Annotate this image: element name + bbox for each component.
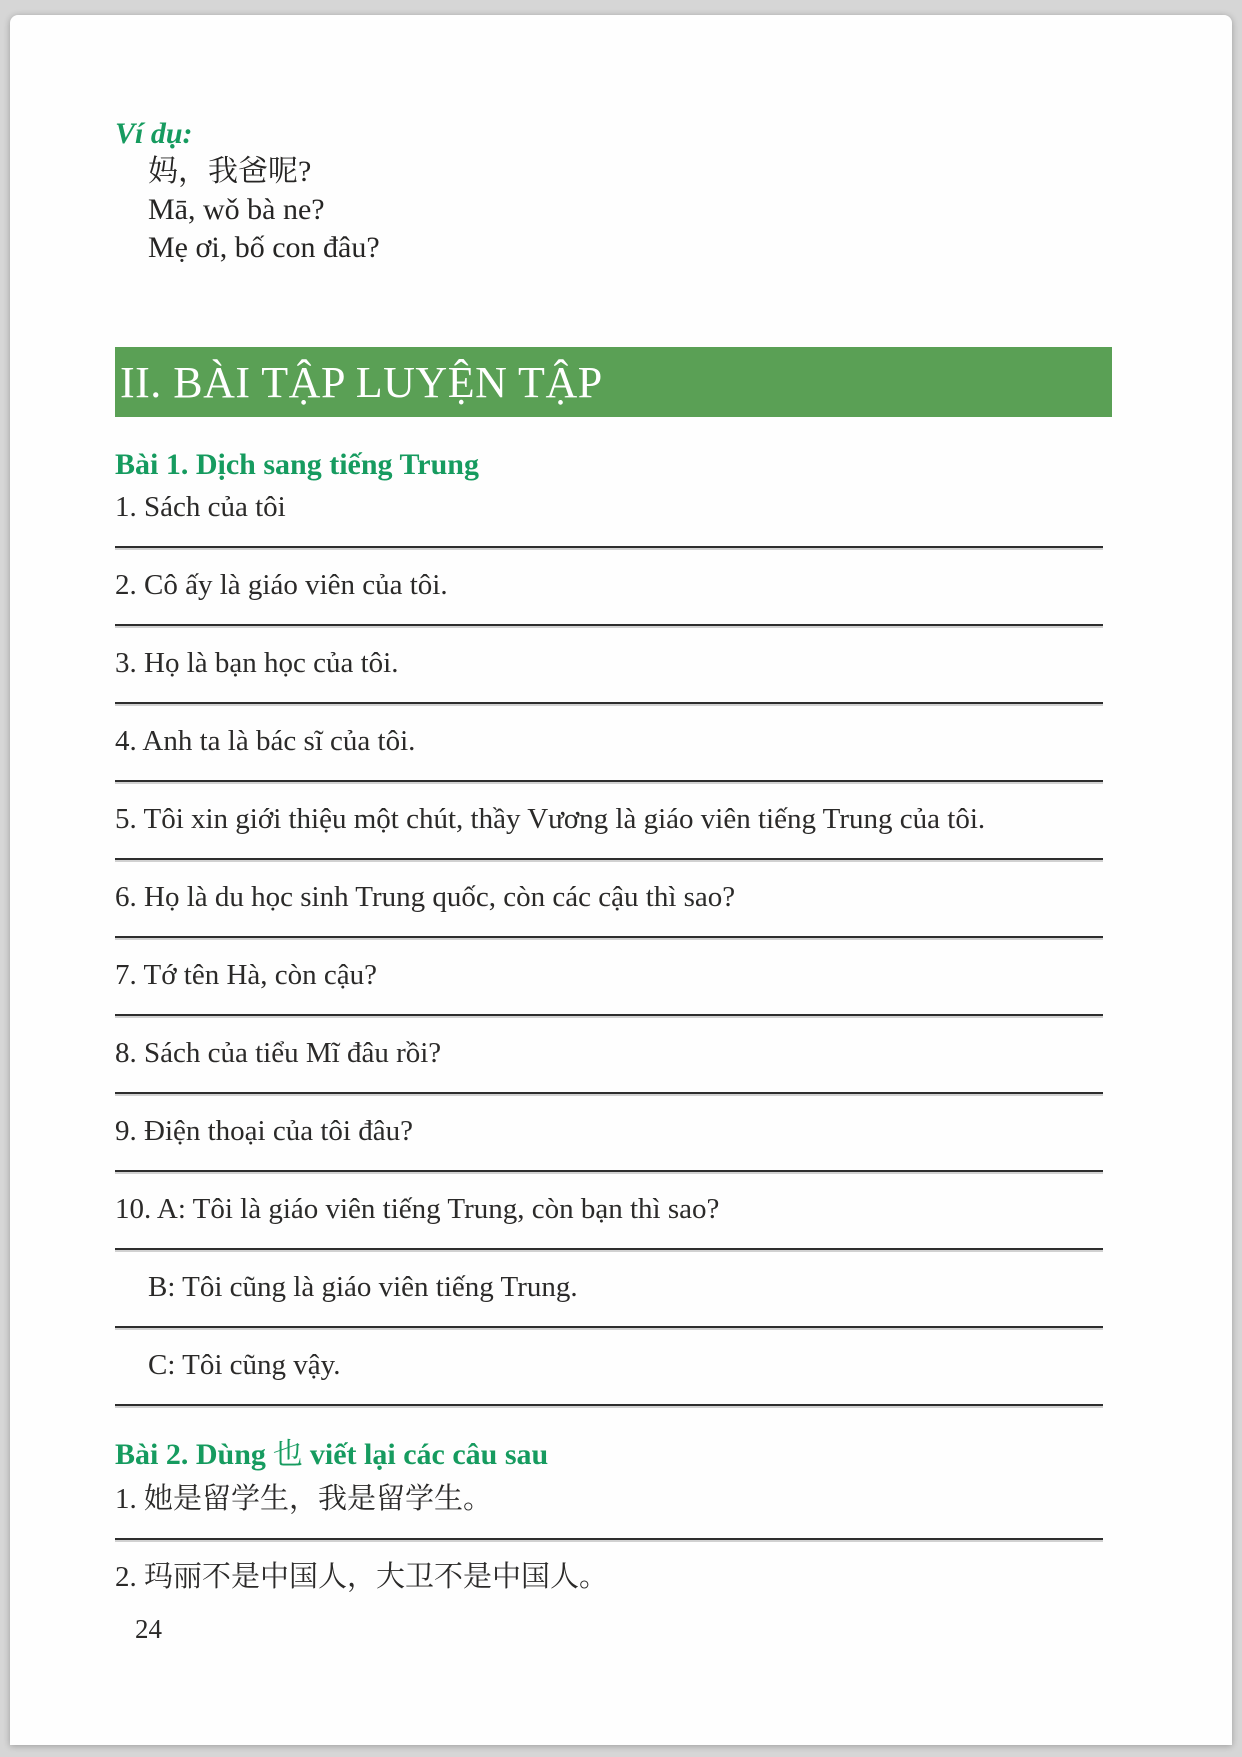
exercise1-item-3 — [115, 645, 1103, 704]
exercise-item-text: 4. Anh ta là bác sĩ của tôi. — [115, 725, 416, 757]
exercise2-item-1 — [115, 1481, 1103, 1540]
answer-blank-line — [115, 936, 1103, 938]
answer-blank-line — [115, 1248, 1103, 1250]
exercise2-title-hanzi: 也 — [272, 1438, 303, 1471]
answer-blank-line — [115, 858, 1103, 860]
page-number: 24 — [135, 1614, 162, 1644]
answer-blank-line — [115, 1538, 1103, 1540]
exercise-item-text: 2. 玛丽不是中国人，大卫不是中国人。 — [115, 1561, 609, 1593]
example-chinese-line: 妈，我爸呢? — [148, 155, 312, 188]
page-content — [10, 15, 1232, 1645]
exercise1-item-10c — [115, 1347, 1103, 1406]
exercise2-title-suffix: viết lại các câu sau — [309, 1438, 549, 1471]
exercise1-title: Bài 1. Dịch sang tiếng Trung — [115, 448, 479, 481]
example-pinyin-line: Mā, wǒ bà ne? — [148, 193, 325, 226]
exercise1-item-10b — [115, 1269, 1103, 1328]
answer-blank-line — [115, 1092, 1103, 1094]
exercise-item-text: B: Tôi cũng là giáo viên tiếng Trung. — [148, 1271, 578, 1303]
example-vietnamese-line: Mẹ ơi, bố con đâu? — [148, 231, 380, 264]
exercise-item-text: 6. Họ là du học sinh Trung quốc, còn các cậu thì sao? — [115, 881, 736, 913]
exercise1-item-5 — [115, 801, 1103, 860]
answer-blank-line — [115, 1014, 1103, 1016]
exercise-item-text: 1. Sách của tôi — [115, 491, 286, 523]
exercise-item-text: 2. Cô ấy là giáo viên của tôi. — [115, 569, 448, 601]
answer-blank-line — [115, 1326, 1103, 1328]
answer-blank-line — [115, 624, 1103, 626]
answer-blank-line — [115, 1404, 1103, 1406]
exercise-item-text: C: Tôi cũng vậy. — [148, 1349, 341, 1381]
exercise1-item-8 — [115, 1035, 1103, 1094]
exercise2-item-2 — [115, 1559, 1103, 1595]
document-page — [10, 15, 1232, 1745]
exercise-item-text: 10. A: Tôi là giáo viên tiếng Trung, còn bạn thì sao? — [115, 1193, 720, 1225]
exercise-item-text: 3. Họ là bạn học của tôi. — [115, 647, 399, 679]
exercise1-item-9 — [115, 1113, 1103, 1172]
answer-blank-line — [115, 1170, 1103, 1172]
example-label: Ví dụ: — [115, 117, 193, 150]
exercise-item-text: 1. 她是留学生，我是留学生。 — [115, 1483, 493, 1515]
answer-blank-line — [115, 546, 1103, 548]
exercise2-title-prefix: Bài 2. Dùng — [115, 1438, 266, 1471]
section-banner-title: II. BÀI TẬP LUYỆN TẬP — [115, 347, 1112, 417]
exercise-item-text: 5. Tôi xin giới thiệu một chút, thầy Vương là giáo viên tiếng Trung của tôi. — [115, 803, 986, 835]
exercise1-item-6 — [115, 879, 1103, 938]
exercise1-item-4 — [115, 723, 1103, 782]
exercise-item-text: 9. Điện thoại của tôi đâu? — [115, 1115, 413, 1147]
answer-blank-line — [115, 702, 1103, 704]
exercise-item-text: 8. Sách của tiểu Mĩ đâu rồi? — [115, 1037, 442, 1069]
exercise1-item-2 — [115, 567, 1103, 626]
exercise1-item-7 — [115, 957, 1103, 1016]
answer-blank-line — [115, 780, 1103, 782]
exercise2-title — [115, 1437, 1103, 1473]
exercise-item-text: 7. Tớ tên Hà, còn cậu? — [115, 959, 378, 991]
exercise1-item-10 — [115, 1191, 1103, 1250]
exercise1-item-1 — [115, 489, 1103, 548]
